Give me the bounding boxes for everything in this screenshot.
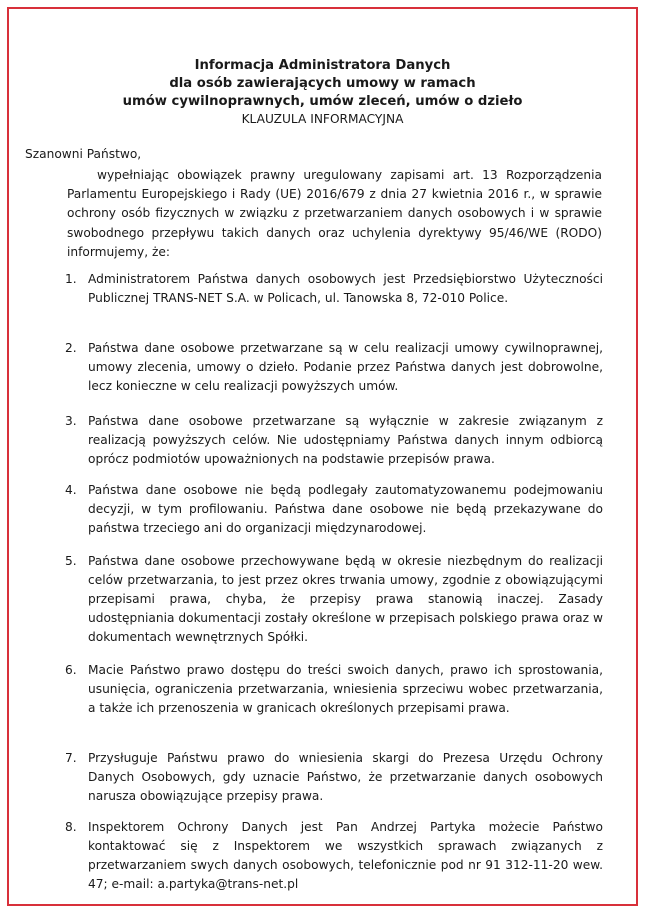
list-item	[55, 270, 603, 308]
item-number: 3.	[65, 414, 77, 428]
item-text: Przysługuje Państwu prawo do wniesienia skargi do Prezesa Urzędu Ochrony Danych Osobowych, gdy uznacie Państwo, że przetwarzanie danych osobowych narusza obowiązujące przepisy prawa.	[88, 751, 603, 803]
list-item	[55, 661, 603, 718]
item-number: 8.	[65, 820, 77, 834]
item-number: 7.	[65, 751, 77, 765]
list-item	[55, 412, 603, 469]
document-header	[9, 57, 636, 128]
item-number: 4.	[65, 483, 77, 497]
intro-paragraph: wypełniając obowiązek prawny uregulowany zapisami art. 13 Rozporządzenia Parlamentu Europejskiego i Rady (UE) 2016/679 z dnia 27 kwietnia 2016 r., w sprawie ochrony osób fizycznych w związku z przetwarzaniem danych osobowych i w sprawie swobodnego przepływu takich danych oraz uchylenia dyrektywy 95/46/WE (RODO) informujemy, że:	[67, 168, 602, 259]
document-page	[7, 7, 638, 906]
title-line-2: dla osób zawierających umowy w ramach	[169, 76, 476, 91]
title-line-1: Informacja Administratora Danych	[194, 58, 451, 73]
greeting: Szanowni Państwo,	[25, 147, 142, 161]
item-number: 1.	[65, 272, 77, 286]
list-item	[55, 749, 603, 806]
list-item	[55, 481, 603, 538]
item-text: Macie Państwo prawo dostępu do treści swoich danych, prawo ich sprostowania, usunięcia, ograniczenia przetwarzania, wniesienia sprzeciwu wobec przetwarzania, a także ich przenoszenia w granicach określonych przepisami prawa.	[88, 663, 603, 715]
item-text: Administratorem Państwa danych osobowych jest Przedsiębiorstwo Użyteczności Publicznej TRANS-NET S.A. w Policach, ul. Tanowska 8, 72-010 Police.	[88, 272, 603, 305]
item-text: Państwa dane osobowe przetwarzane są wyłącznie w zakresie związanym z realizacją powyższych celów. Nie udostępniamy Państwa danych innym odbiorcą oprócz podmiotów upoważnionych na podstawie przepisów prawa.	[88, 414, 603, 466]
document-subtitle: KLAUZULA INFORMACYJNA	[241, 112, 404, 126]
list-item	[55, 339, 603, 396]
item-text: Państwa dane osobowe nie będą podlegały zautomatyzowanemu podejmowaniu decyzji, w tym profilowaniu. Państwa dane osobowe nie będą przekazywane do państwa trzeciego ani do organizacji międzynarodowej.	[88, 483, 603, 535]
list-item	[55, 818, 603, 894]
list-item	[55, 552, 603, 647]
item-text: Inspektorem Ochrony Danych jest Pan Andrzej Partyka możecie Państwo kontaktować się z Inspektorem we wszystkich sprawach związanych z przetwarzaniem swych danych osobowych, telefonicznie pod nr 91 312-11-20 wew. 47; e-mail: a.partyka@trans-net.pl	[88, 820, 603, 891]
item-number: 2.	[65, 341, 77, 355]
item-text: Państwa dane osobowe przetwarzane są w celu realizacji umowy cywilnoprawnej, umowy zlecenia, umowy o dzieło. Podanie przez Państwa danych jest dobrowolne, lecz konieczne w celu realizacji powyższych umów.	[88, 341, 603, 393]
item-number: 5.	[65, 554, 77, 568]
title-line-3: umów cywilnoprawnych, umów zleceń, umów o dzieło	[122, 94, 523, 109]
item-text: Państwa dane osobowe przechowywane będą w okresie niezbędnym do realizacji celów przetwarzania, to jest przez okres trwania umowy, zgodnie z obowiązującymi przepisami prawa, chyba, że przepisy prawa stanowią inaczej. Zasady udostępniania dokumentacji zostały określone w przepisach polskiego prawa oraz w dokumentach wewnętrznych Spółki.	[88, 554, 603, 644]
item-number: 6.	[65, 663, 77, 677]
